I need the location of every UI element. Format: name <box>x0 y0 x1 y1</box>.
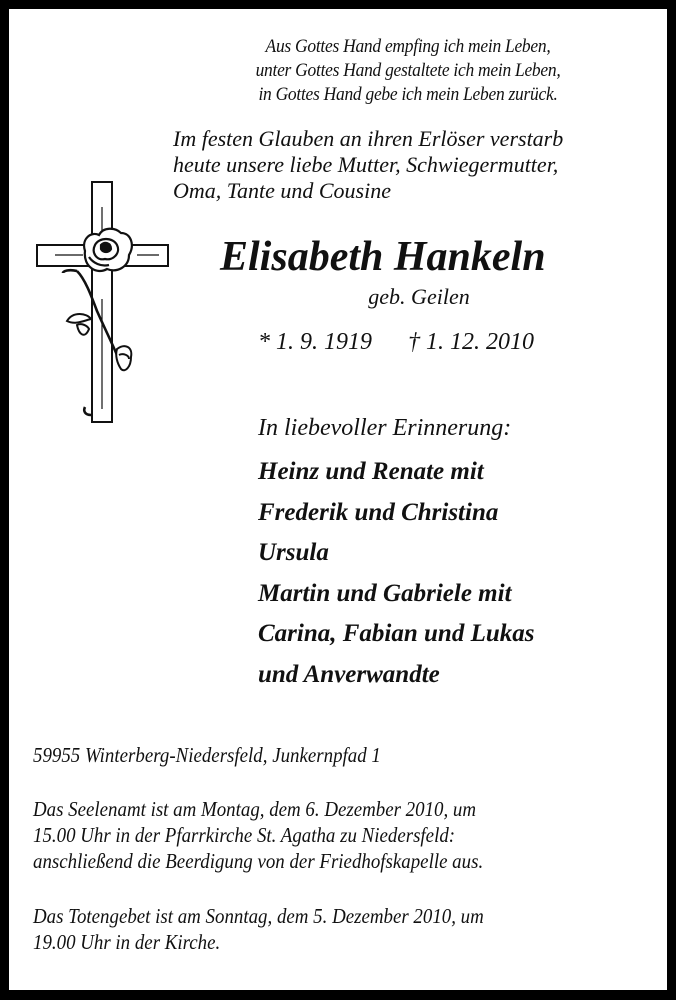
intro-text <box>173 126 563 204</box>
service-line: 15.00 Uhr in der Pfarrkirche St. Agatha zu Niedersfeld: <box>33 823 456 847</box>
verse-line: Aus Gottes Hand empfing ich mein Leben, <box>265 36 551 57</box>
mourner-line: Frederik und Christina <box>258 498 499 526</box>
prayer-line: 19.00 Uhr in der Kirche. <box>33 930 221 954</box>
intro-line: heute unsere liebe Mutter, Schwiegermutter, <box>173 152 559 177</box>
memory-label: In liebevoller Erinnerung: <box>258 415 512 441</box>
mourner-line: Ursula <box>258 539 329 566</box>
mourner-line: Heinz und Renate mit <box>258 458 484 485</box>
address-text: 59955 Winterberg-Niedersfeld, Junkernpfad 1 <box>33 743 381 767</box>
obituary-notice <box>9 9 667 990</box>
mourner-line: und Anverwandte <box>258 660 440 688</box>
prayer-info <box>33 903 534 955</box>
maiden-name: geb. Geilen <box>368 284 470 309</box>
verse <box>208 35 608 107</box>
family-address <box>33 742 420 768</box>
mourners-list <box>258 452 535 695</box>
intro-line: Im festen Glauben an ihren Erlöser verstarb <box>173 126 564 151</box>
mourner-line: Carina, Fabian und Lukas <box>258 620 535 647</box>
deceased-name: Elisabeth Hankeln <box>220 234 546 280</box>
service-line: anschließend die Beerdigung von der Friedhofskapelle aus. <box>33 849 484 873</box>
verse-line: in Gottes Hand gebe ich mein Leben zurück. <box>258 84 558 105</box>
intro-line: Oma, Tante und Cousine <box>173 178 391 203</box>
mourner-line: Martin und Gabriele mit <box>258 579 512 607</box>
cross-with-rose-icon <box>33 179 183 424</box>
birth-date: * 1. 9. 1919 <box>258 329 372 355</box>
service-line: Das Seelenamt ist am Montag, dem 6. Dezember 2010, um <box>33 797 477 821</box>
death-date: † 1. 12. 2010 <box>408 329 534 355</box>
verse-line: unter Gottes Hand gestaltete ich mein Leben, <box>255 60 561 81</box>
life-dates <box>258 327 534 357</box>
prayer-line: Das Totengebet ist am Sonntag, dem 5. Dezember 2010, um <box>33 904 484 928</box>
funeral-service-info <box>33 796 533 874</box>
